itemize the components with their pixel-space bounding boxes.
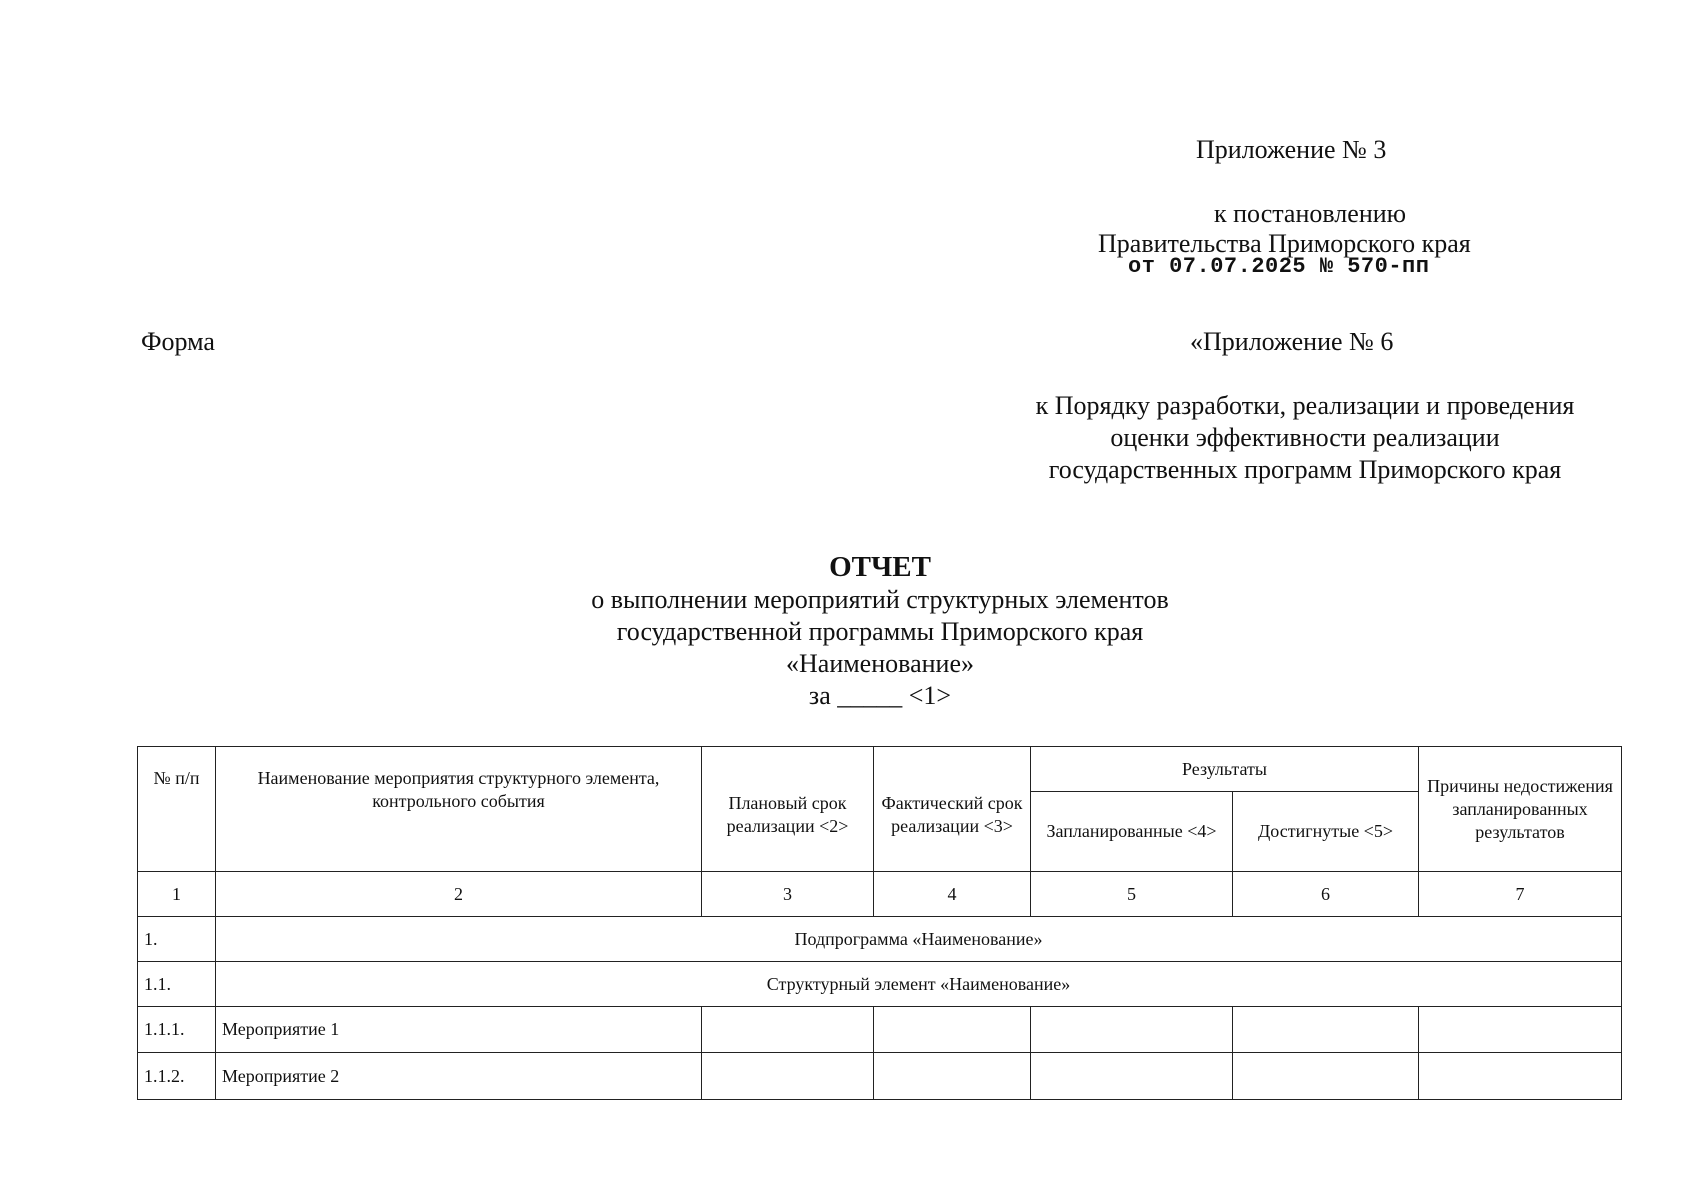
column-number: 2: [216, 872, 702, 917]
column-number: 7: [1419, 872, 1622, 917]
appendix-government: Правительства Приморского края: [1098, 229, 1471, 258]
subprogram-row: [138, 917, 1622, 962]
column-number: 4: [874, 872, 1031, 917]
report-title: ОТЧЕТ: [829, 551, 931, 583]
header-num: № п/п: [138, 747, 216, 872]
appendix-number: Приложение № 3: [1196, 135, 1387, 164]
activity-reasons-cell: [1419, 1007, 1622, 1053]
structural-element-label: Структурный элемент «Наименование»: [216, 962, 1622, 1007]
header-results-achieved: Достигнутые <5>: [1233, 792, 1419, 872]
activity-num: 1.1.2.: [138, 1053, 216, 1100]
activity-actual-term-cell: [874, 1053, 1031, 1100]
activity-results-planned-cell: [1031, 1053, 1233, 1100]
header-planned-term: Плановый срок реализации <2>: [702, 747, 874, 872]
order-line: оценки эффективности реализации: [1110, 423, 1500, 452]
order-line: государственных программ Приморского края: [1048, 455, 1562, 484]
activity-actual-term-cell: [874, 1007, 1031, 1053]
subprogram-label: Подпрограмма «Наименование»: [216, 917, 1622, 962]
activity-planned-term-cell: [702, 1053, 874, 1100]
header-results-planned: Запланированные <4>: [1031, 792, 1233, 872]
report-period: за _____ <1>: [808, 681, 952, 710]
report-heading: [0, 550, 1688, 712]
column-number: 6: [1233, 872, 1419, 917]
report-subtitle-line: о выполнении мероприятий структурных элементов: [591, 585, 1169, 614]
table-row: [138, 1007, 1622, 1053]
structural-element-row: [138, 962, 1622, 1007]
header-actual-term: Фактический срок реализации <3>: [874, 747, 1031, 872]
column-number: 3: [702, 872, 874, 917]
report-program-name: «Наименование»: [786, 649, 974, 678]
order-reference: [980, 390, 1630, 486]
activity-num: 1.1.1.: [138, 1007, 216, 1053]
column-number-row: [138, 872, 1622, 917]
structural-element-num: 1.1.: [138, 962, 216, 1007]
order-line: к Порядку разработки, реализации и проведения: [1035, 391, 1575, 420]
report-subtitle-line: государственной программы Приморского края: [616, 617, 1144, 646]
activity-results-achieved-cell: [1233, 1053, 1419, 1100]
activity-results-planned-cell: [1031, 1007, 1233, 1053]
header-results: Результаты: [1031, 747, 1419, 792]
activity-reasons-cell: [1419, 1053, 1622, 1100]
subprogram-num: 1.: [138, 917, 216, 962]
appendix-date-stamp: от 07.07.2025 № 570-пп: [1128, 254, 1430, 279]
column-number: 1: [138, 872, 216, 917]
activity-planned-term-cell: [702, 1007, 874, 1053]
header-reasons: Причины недостижения запланированных результатов: [1419, 747, 1622, 872]
appendix-to-resolution: к постановлению: [1214, 199, 1407, 228]
activity-name: Мероприятие 2: [216, 1053, 702, 1100]
inner-appendix-number: «Приложение № 6: [1190, 327, 1394, 356]
table-row: [138, 1053, 1622, 1100]
form-label: Форма: [141, 327, 215, 356]
column-number: 5: [1031, 872, 1233, 917]
header-name: Наименование мероприятия структурного элемента, контрольного события: [216, 747, 702, 872]
activity-name: Мероприятие 1: [216, 1007, 702, 1053]
report-table: [137, 746, 1622, 1100]
activity-results-achieved-cell: [1233, 1007, 1419, 1053]
